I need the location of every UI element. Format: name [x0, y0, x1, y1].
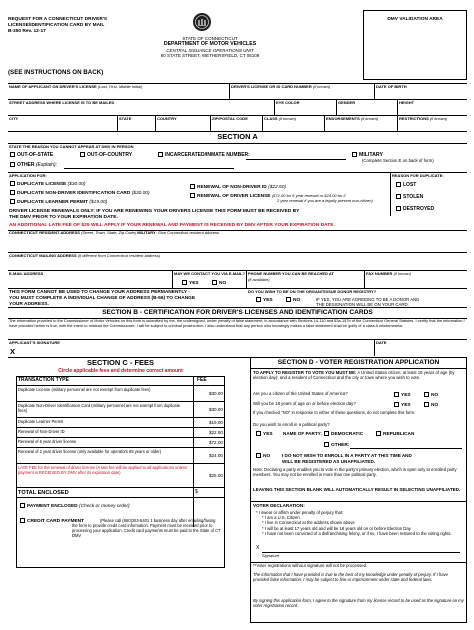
voter-declaration-list: * I swear or affirm under penalty of perjury that: * I am a U.S. Citizen * I live in Connecticut at the address shown above * I will be at least 17 years old and will be 18 years old on or before Election Day. * I have not been convicted of a disfranchising felony, or if so, I have been restored to the voting rights.	[256, 510, 452, 536]
voter-note: **Voter registrations without signature will not be processed.	[253, 563, 368, 568]
eye-color-label: EYE COLOR	[276, 100, 300, 105]
stolen-checkbox[interactable]: STOLEN	[396, 194, 423, 201]
blank-warning: LEAVING THIS SECTION BLANK WILL AUTOMATICALLY RESULT IN SELECTING UNAFFILIATED.	[253, 487, 461, 492]
state-seal-icon	[192, 12, 212, 32]
voter-signature-label: Signature	[262, 553, 280, 558]
voter-signature-field[interactable]	[262, 542, 460, 552]
late-fee-amount: $25.00	[208, 473, 223, 478]
country-label: COUNTRY	[157, 116, 177, 121]
form-title-line-2: LICENSE/IDENTIFICATION CARD BY MAIL	[8, 22, 105, 28]
citizen-yes[interactable]: YES	[394, 392, 411, 399]
fee-row-amount: $30.00	[208, 391, 223, 396]
state-name: STATE OF CONNECTICUT	[182, 36, 238, 41]
fee-row[interactable]	[16, 448, 225, 464]
other-checkbox[interactable]: OTHER (Explain):	[10, 162, 57, 169]
signature-field[interactable]	[18, 341, 372, 355]
party-question: Do you wish to enroll in a political party?	[253, 422, 330, 427]
endorsements-label: ENDORSEMENTS (if known)	[326, 116, 379, 121]
email-contact-no[interactable]: NO	[212, 280, 226, 287]
phone-hint: (if available)	[248, 277, 270, 282]
late-fee-desc: LATE FEE for the renewal of driver license (A late fee will be applied to all applications unless payment is RECEIVED BY DMV after its expiration date)	[18, 465, 187, 475]
duplicate-nondriver-checkbox[interactable]: DUPLICATE NON-DRIVER IDENTIFICATION CARD ($30.00)	[10, 190, 150, 197]
fee-row[interactable]	[16, 438, 225, 448]
total-amount[interactable]: $	[195, 489, 198, 495]
mailing-address-label: CONNECTICUT MAILING ADDRESS (if different from Connecticut resident address)	[9, 253, 161, 258]
fee-row-amount: $24.00	[208, 453, 223, 458]
eligibility-note: If you checked "NO" in response to either of these questions, do not complete this form.	[253, 410, 416, 415]
payment-enclosed-checkbox[interactable]: PAYMENT ENCLOSED (Check or money order)	[20, 503, 130, 510]
lost-checkbox[interactable]: LOST	[396, 182, 416, 189]
fee-header: FEE	[197, 377, 207, 383]
license-number-label: DRIVER'S LICENSE OR ID CARD NUMBER (if known)	[231, 84, 331, 89]
applicant-name-label: NAME OF APPLICANT ON DRIVER'S LICENSE (Last, First, Middle Initial)	[9, 84, 143, 89]
fee-row-desc: Duplicate Learner Permit	[18, 419, 64, 424]
military-note: (Complete Section E on back of form)	[362, 158, 434, 163]
out-of-state-checkbox[interactable]: OUT-OF-STATE	[10, 152, 53, 159]
out-of-country-checkbox[interactable]: OUT-OF-COUNTRY	[80, 152, 132, 159]
age-question: Will you be 18 years of age on or before election day?	[253, 401, 356, 406]
destroyed-checkbox[interactable]: DESTROYED	[396, 206, 434, 213]
fax-label: FAX NUMBER (if known)	[366, 271, 411, 276]
dept-address: 60 STATE STREET, WETHERSFIELD, CT 06109	[160, 53, 260, 59]
renewal-dl-note: 2 year renewal if you are a legally present non-citizen)	[277, 198, 373, 203]
party-name-label: NAME OF PARTY:	[283, 431, 322, 436]
dept-info	[138, 36, 282, 58]
age-yes[interactable]: YES	[394, 402, 411, 409]
declaring-note: Note: Declaring a party enables you to vote in the party's primary election, which is open only to enrolled party members. You may not be enrolled in more than one political party.	[253, 467, 457, 478]
city-label: CITY	[9, 116, 19, 121]
incarcerated-checkbox[interactable]: INCARCERATED/INMATE NUMBER:	[158, 152, 250, 159]
transaction-type-header: TRANSACTION TYPE	[18, 377, 69, 383]
renewal-dl-checkbox[interactable]: RENEWAL OF DRIVER LICENSE ($72.00 for 6 year renewal or $24.00 for 2	[190, 193, 346, 200]
reason-duplicate-label: REASON FOR DUPLICATE:	[392, 173, 444, 178]
signature-x: X	[10, 347, 16, 356]
zip-label: ZIP/POSTAL CODE	[212, 116, 248, 121]
eligibility-text: TO APPLY TO REGISTER TO VOTE YOU MUST BE: A United States citizen; at least 18 years of age (by election day); and a resident of Connecticut and the city or town where you wish to vote.	[253, 370, 455, 381]
fee-row[interactable]	[16, 386, 225, 402]
section-b-title: SECTION B - CERTIFICATION FOR DRIVER'S LICENSES AND IDENTIFICATION CARDS	[102, 309, 373, 316]
form-number: B-350 Rev. 12-17	[8, 28, 46, 34]
fee-row[interactable]	[16, 402, 225, 418]
dept-name: DEPARTMENT OF MOTOR VEHICLES	[163, 41, 257, 48]
other-party-checkbox[interactable]: OTHER:	[324, 442, 349, 449]
no-enroll-text: I DO NOT WISH TO ENROLL IN A PARTY AT THIS TIME AND WILL BE REGISTERED AS UNAFFILIATED.	[282, 453, 412, 464]
organ-donor-yes[interactable]: YES	[256, 297, 273, 304]
dob-label: DATE OF BIRTH	[376, 84, 407, 89]
unit-name: CENTRAL ISSUANCE OPERATIONS UNIT	[166, 47, 254, 53]
validation-area	[363, 10, 467, 80]
certification-text: The information provided to the Commissioner of Motor Vehicles on this form is submitted by me, the undersigned, under penalty of false statement, in accordance with Sections 14-110 and 53a-157b of the Connecticut General Statutes. I certify that the information I have provided herein is true, with the intent to mislead the Commissioner; I will be subject to criminal prosecution. I also understand that any person who knowingly makes a false statement shall be guilty of a class A misdemeanor.	[9, 318, 465, 328]
fee-row-desc: Duplicate License (military personnel are not exempt from duplicate fees)	[18, 387, 151, 392]
restrictions-label: RESTRICTIONS (if known)	[399, 116, 448, 121]
total-label: TOTAL ENCLOSED	[18, 490, 69, 496]
change-address-notice: THIS FORM CANNOT BE USED TO CHANGE YOUR ADDRESS PERMANENTLY - YOU MUST COMPLETE A INDIVIDUAL CHANGE OF ADDRESS (B-56) TO CHANGE YOUR ADDRESS.	[9, 290, 196, 307]
organ-donor-no[interactable]: NO	[286, 297, 300, 304]
credit-card-text: (Please call (860)263-5401 1 business day after emailing/faxing the form to provide credit card information. Payment must be received prior to processing your application. Credit card payments must be paid to the State of CT DMV	[72, 518, 221, 538]
fee-row[interactable]	[16, 418, 225, 428]
party-yes[interactable]: YES	[256, 431, 273, 438]
military-checkbox[interactable]: MILITARY	[352, 152, 383, 159]
age-no[interactable]: NO	[424, 402, 438, 409]
fee-row-desc: Renewal of Non-Driver ID	[18, 429, 65, 434]
class-label: CLASS (if known)	[264, 116, 297, 121]
gender-label: GENDER	[338, 100, 356, 105]
party-no[interactable]: NO	[256, 453, 270, 460]
duplicate-license-checkbox[interactable]: DUPLICATE LICENSE ($30.00)	[10, 181, 85, 188]
date-label: DATE	[376, 340, 387, 345]
form-title	[8, 17, 107, 35]
see-instructions: (SEE INSTRUCTIONS ON BACK)	[8, 69, 104, 76]
signature-label: APPLICANT'S SIGNATURE	[9, 340, 60, 345]
fee-row-desc: Renewal of 2 year driver license (only available for operators 65 years or older)	[18, 449, 162, 454]
email-contact-label: MAY WE CONTACT YOU VIA E-MAIL?	[174, 271, 246, 276]
late-fee-notice: AN ADDITIONAL LATE FEE OF $25 WILL APPLY IF YOUR RENEWAL AND PAYMENT IS RECEIVED BY DMV AFTER YOUR EXPIRATION DATE.	[9, 223, 335, 228]
fees-header-row	[16, 376, 225, 386]
reason-label: STATE THE REASON YOU CANNOT APPEAR AT DMV IN PERSON	[9, 144, 134, 149]
total-row	[16, 488, 225, 498]
credit-card-checkbox[interactable]: CREDIT CARD PAYMENT	[20, 518, 84, 525]
republican-checkbox[interactable]: REPUBLICAN	[376, 431, 414, 438]
fee-row-amount: $19.00	[208, 420, 223, 425]
late-fee-row[interactable]	[16, 464, 225, 488]
renewal-nonid-checkbox[interactable]: RENEWAL OF NON-DRIVER ID ($22.50)	[190, 184, 286, 191]
fee-row-amount: $22.50	[208, 430, 223, 435]
fee-row[interactable]	[16, 428, 225, 438]
fee-row-amount: $30.00	[208, 407, 223, 412]
state-label: STATE	[119, 116, 132, 121]
signature-consent-text: By signing this application form, I agree to the signature from my license record to be used as the signature on my voter registration record.	[253, 598, 464, 609]
renewal-only-notice: DRIVER LICENSE RENEWALS ONLY: IF YOU ARE RENEWING YOUR DRIVERS LICENSE THIS FORM MUST BE RECEIVED BY THE DMV PRIOR TO YOUR EXPIRATION DATE.	[9, 209, 300, 220]
organ-donor-question: DO YOU WISH TO BE ON THE ORGAN/TISSUE DONOR REGISTRY?	[248, 289, 377, 294]
section-c-title: SECTION C - FEES	[86, 358, 155, 367]
duplicate-learner-checkbox[interactable]: DUPLICATE LEARNER PERMIT ($19.00)	[10, 199, 107, 206]
voter-declaration-label: VOTER DECLARATION:	[253, 503, 305, 508]
section-a-title: SECTION A	[217, 132, 258, 141]
height-label: HEIGHT	[399, 100, 415, 105]
citizen-question: Are you a citizen of the United States of America?	[253, 391, 348, 396]
voter-signature-x: X	[256, 545, 260, 551]
validation-label: DMV VALIDATION AREA	[387, 17, 443, 22]
citizen-no[interactable]: NO	[424, 392, 438, 399]
organ-donor-note: IF YES, YOU ARE AGREEING TO BE A DONOR AND THE DESIGNATION WILL BE ON YOUR CARD.	[316, 297, 420, 308]
democratic-checkbox[interactable]: DEMOCRATIC	[324, 431, 363, 438]
application-for-label: APPLICATION FOR:	[9, 173, 47, 178]
phone-label: PHONE NUMBER YOU CAN BE REACHED AT	[248, 271, 334, 276]
street-label: STREET ADDRESS WHERE LICENSE IS TO BE MAILED	[9, 100, 115, 105]
section-d-title: SECTION D - VOTER REGISTRATION APPLICATION	[277, 359, 440, 366]
circle-fees-note: Circle applicable fees and determine correct amount	[58, 368, 183, 374]
fee-row-desc: Duplicate Non-Driver Identification Card (military personnel are not exempt from duplicate fees)	[18, 403, 181, 413]
voter-perjury-text: The information that I have provided is true to the best of my knowledge under penalty of perjury. If I have provided false information, I may be subject to fine or imprisonment under state and federal laws.	[253, 572, 448, 583]
fee-row-amount: $72.00	[208, 440, 223, 445]
email-contact-yes[interactable]: YES	[182, 280, 199, 287]
form-title-line-1: REQUEST FOR A CONNECTICUT DRIVER'S	[8, 17, 108, 22]
fee-row-desc: Renewal of 6 year driver license	[18, 439, 77, 444]
email-label: E-MAIL ADDRESS	[9, 271, 44, 276]
ct-resident-label: CONNECTICUT RESIDENT ADDRESS (Street, Town, State, Zip Code) MILITARY: Give Connecticut resident address	[9, 230, 220, 235]
